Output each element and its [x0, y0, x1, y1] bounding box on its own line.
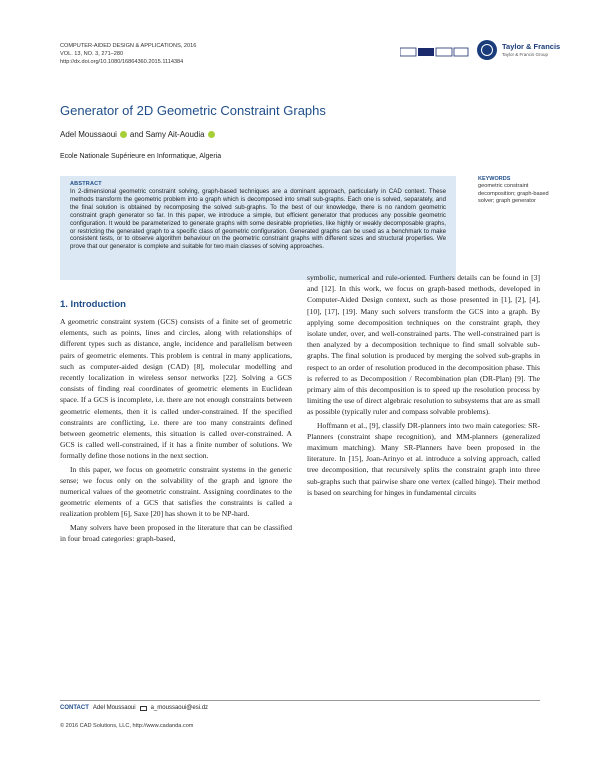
paper-title: Generator of 2D Geometric Constraint Graphs: [60, 103, 326, 118]
contact-email[interactable]: a_moussaoui@esi.dz: [150, 705, 209, 711]
cad-solutions-logo: [400, 46, 470, 60]
keywords-box: [478, 176, 558, 206]
body-column-right: [307, 272, 540, 498]
paragraph: Many solvers have been proposed in the literature that can be classified in four broad categories: graph-based,: [60, 522, 292, 543]
abstract-label: ABSTRACT: [70, 181, 102, 187]
contact-name: Adel Moussaoui: [92, 705, 136, 711]
journal-name: COMPUTER-AIDED DESIGN & APPLICATIONS, 2016: [60, 43, 197, 49]
publisher-subname: Taylor & Francis Group: [502, 52, 549, 57]
author-name[interactable]: and Samy Ait-Aoudia: [129, 130, 205, 139]
email-icon: [140, 706, 147, 711]
paragraph: Hoffmann et al., [9], classify DR-planners into two main categories: SR-Planners (constraint shape recognition), and MM-planners (generalized maximum matching). Many SR-Planners have been proposed in the literature. In [15], Joan-Arinyo et al. introduce a solving approach, called tree decomposition, that recursively splits the constraint graph into three sub-graphs such that pairwise share one vertex (called hinge). Their method is based on searching for hinges in fundamental circuits: [307, 420, 540, 497]
copyright: © 2016 CAD Solutions, LLC, http://www.cadanda.com: [60, 723, 194, 729]
orcid-icon[interactable]: [208, 131, 215, 138]
paragraph: A geometric constraint system (GCS) consists of a finite set of geometric elements, such as points, lines and circles, along with relationships of different types such as distance, angle, incidence and parallelism between pairs of geometric elements. This problem is central in many applications, such as computer-aided design (CAD) [8], molecular modelling and recently localization in wireless sensor networks [22]. Solving a GCS consists of finding real coordinates of geometric elements in Euclidean space. If a GCS is incomplete, i.e. there are not enough constraints between geometric elements, then it is called under-constrained. If the specified constraints are conflicting, i.e. there are too many constraints defined between geometric elements, this situation is called over-constrained. A GCS is called well-constrained, if it has a finite number of solutions. We formally define those notions in the next section.: [60, 317, 292, 461]
author-list: [60, 130, 215, 139]
section-heading: 1. Introduction: [60, 299, 126, 310]
publisher-logos: [400, 38, 560, 68]
body-column-left: [60, 316, 292, 544]
keywords-label: KEYWORDS: [478, 176, 511, 182]
publisher-name: Taylor & Francis: [502, 42, 561, 51]
affiliation: Ecole Nationale Supérieure en Informatique, Algeria: [60, 153, 222, 160]
journal-volume: VOL. 13, NO. 3, 271–280: [60, 51, 124, 57]
journal-info: [60, 42, 196, 66]
contact-line: [60, 705, 208, 711]
contact-label: CONTACT: [60, 705, 89, 711]
keywords-text: geometric constraint decomposition; graph-based solver; graph generator: [478, 183, 549, 205]
paragraph: In this paper, we focus on geometric constraint systems in the generic sense; we focus only on the solvability of the graph and ignore the numerical values of the geometric constraint. Assigning coordinates to the geometric elements of a GCS that satisfies the constraints is called a realization problem [6], Saxe [20] has shown it to be NP-hard.: [60, 464, 292, 519]
paragraph: symbolic, numerical and rule-oriented. Furthers details can be found in [3] and [12]. In this work, we focus on graph-based methods, developed in Computer-Aided Design context, such as those presented in [1], [2], [4], [10], [17], [19]. Many such solvers transform the GCS into a graph. By applying some decomposition techniques on the constraint graph, they isolate under, over, and well-constrained parts. The well-constrained part is then analyzed by a decomposition technique to find small solvable sub-graphs. The final solution is produced by merging the solved sub-graphs in respect to an order of resolution produced in the decomposition phase. This is referred to as Decomposition / Recombination plan (DR-Plan) [9]. The primary aim of this decomposition is to speed up the resolution process by limiting the use of direct algebraic resolution to subsystems that are as small as possible (typically ruler and compass solvable problems).: [307, 273, 540, 417]
footer-divider: [60, 700, 540, 701]
taylor-francis-logo-icon: [477, 40, 497, 60]
journal-doi[interactable]: http://dx.doi.org/10.1080/16864360.2015.1114384: [60, 59, 184, 65]
abstract-box: [60, 176, 456, 280]
author-name[interactable]: Adel Moussaoui: [60, 130, 117, 139]
orcid-icon[interactable]: [120, 131, 127, 138]
abstract-text: In 2-dimensional geometric constraint solving, graph-based techniques are a dominant approach, particularly in CAD context. These methods transform the geometric problem into a graph which is decomposed into small sub-graphs. Each one is solved, separately, and the final solution is obtained by recomposing the solved sub-graphs. To the best of our knowledge, there is no random geometric constraint graph generator so far. In this paper, we introduce a simple, but efficient generator that produces any possible geometric configuration. It would be parameterized to generate graphs with some desirable proprieties, like highly or weakly decomposable graphs, or restricting the generated graph to a specific class of geometric configuration. Generated graphs can be used as a benchmark to make consistent tests, or to observe algorithm behaviour on the geometric constraint graphs with different sizes and structural properties. We prove that our generator is complete and suitable for two main classes of solving approaches.: [70, 188, 446, 251]
